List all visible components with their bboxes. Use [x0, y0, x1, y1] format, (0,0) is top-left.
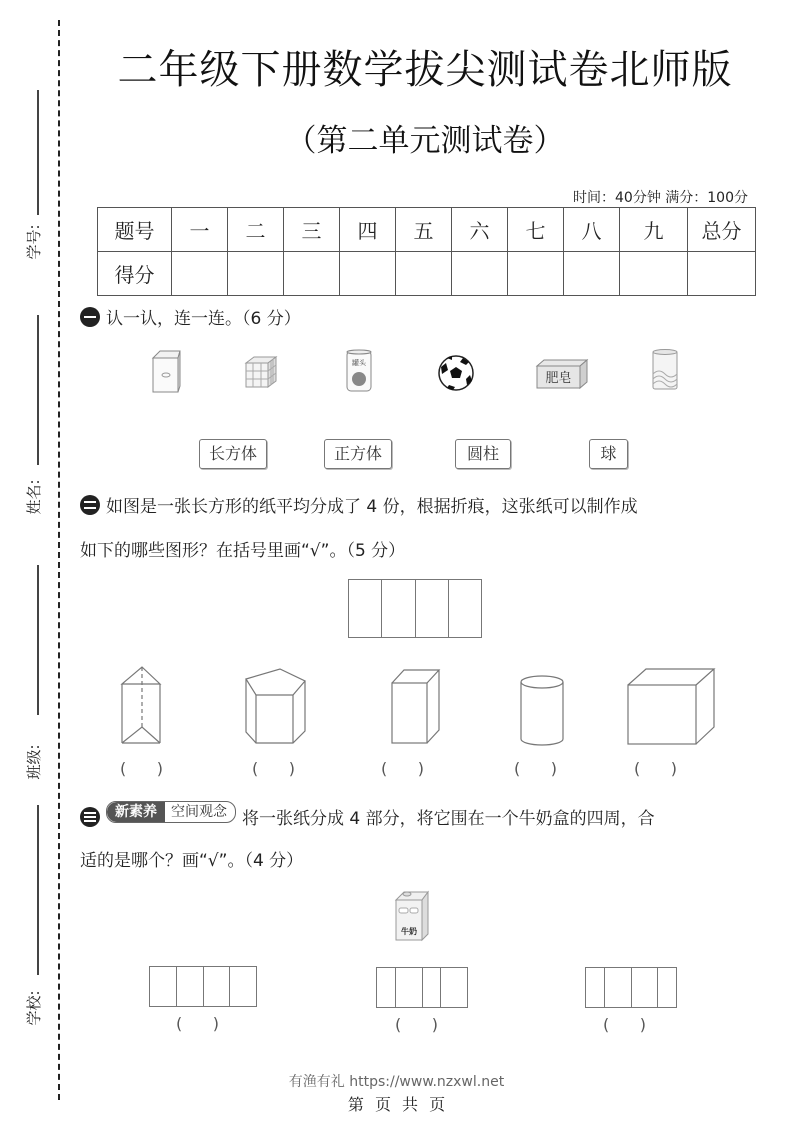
score-cell[interactable]: [228, 252, 284, 296]
class-line[interactable]: [37, 565, 39, 715]
question-2-line1: 如图是一张长方形的纸平均分成了 4 份，根据折痕，这张纸可以制作成: [106, 497, 638, 517]
col-header: 九: [620, 208, 688, 252]
score-table: [97, 207, 756, 296]
circled-one-icon: [80, 307, 100, 327]
cube-icon: [618, 660, 718, 746]
soccer-ball-icon: [437, 354, 475, 392]
tag-spatial-concept: 空间观念: [171, 804, 227, 820]
student-id-label: 学号:: [25, 224, 43, 260]
score-cell[interactable]: [340, 252, 396, 296]
score-cell-total[interactable]: [688, 252, 756, 296]
col-header: 五: [396, 208, 452, 252]
shape-label-cube[interactable]: 正方体: [324, 439, 392, 469]
paper-option-3: [585, 967, 677, 1008]
class-label: 班级:: [25, 744, 43, 780]
col-header-total: 总分: [688, 208, 756, 252]
paper-section: [416, 580, 449, 637]
col-header: 六: [452, 208, 508, 252]
footer-watermark: 有渔有礼 https://www.nzxwl.net: [288, 1074, 505, 1090]
row-header-question: 题号: [98, 208, 172, 252]
name-line[interactable]: [37, 315, 39, 465]
answer-bracket[interactable]: ( ): [514, 759, 557, 778]
question-3-line1: 将一张纸分成 4 部分，将它围在一个牛奶盒的四周，合: [242, 809, 655, 829]
answer-bracket[interactable]: ( ): [176, 1014, 219, 1033]
cuboid-icon: [382, 660, 446, 746]
answer-bracket[interactable]: ( ): [395, 1015, 438, 1034]
question-1-heading: [80, 304, 301, 329]
school-label: 学校:: [25, 990, 43, 1026]
soap-box-icon: [534, 357, 590, 391]
canned-food-icon: [344, 348, 374, 394]
col-header: 七: [508, 208, 564, 252]
paper-option-1: [149, 966, 257, 1007]
score-row: [98, 252, 756, 296]
col-header: 四: [340, 208, 396, 252]
can-label: 罐头: [352, 359, 366, 367]
cut-line: [58, 20, 60, 1100]
score-cell[interactable]: [508, 252, 564, 296]
answer-bracket[interactable]: ( ): [120, 759, 163, 778]
soap-label: 肥皂: [545, 371, 572, 386]
time-score-info: 时间：40分钟 满分：100分: [573, 190, 748, 206]
pentagonal-prism-icon: [210, 660, 310, 746]
row-header-score: 得分: [98, 252, 172, 296]
question-1-text: 认一认，连一连。（6 分）: [106, 309, 301, 329]
milk-label: 牛奶: [401, 927, 417, 936]
score-cell[interactable]: [620, 252, 688, 296]
score-cell[interactable]: [452, 252, 508, 296]
score-cell[interactable]: [564, 252, 620, 296]
literacy-tag: [106, 801, 236, 823]
tin-can-icon: [650, 348, 680, 392]
student-id-line[interactable]: [37, 90, 39, 215]
tag-new-literacy: 新素养: [107, 802, 165, 822]
milk-carton-icon: [390, 888, 434, 944]
shape-label-sphere[interactable]: 球: [589, 439, 628, 469]
rubiks-cube-icon: [243, 355, 279, 389]
col-header: 三: [284, 208, 340, 252]
paper-section: [382, 580, 415, 637]
question-2-heading: [80, 492, 638, 517]
answer-bracket[interactable]: ( ): [634, 759, 677, 778]
page-number: 第 页 共 页: [347, 1095, 446, 1114]
shape-label-cuboid[interactable]: 长方体: [199, 439, 267, 469]
triangular-prism-icon: [112, 660, 176, 746]
answer-bracket[interactable]: ( ): [603, 1015, 646, 1034]
answer-bracket[interactable]: ( ): [252, 759, 295, 778]
question-number-row: [98, 208, 756, 252]
paper-section: [349, 580, 382, 637]
page-title: 二年级下册数学拔尖测试卷北师版: [117, 47, 733, 93]
score-cell[interactable]: [396, 252, 452, 296]
question-2-line2: 如下的哪些图形？在括号里画“√”。（5 分）: [80, 541, 406, 561]
col-header: 一: [172, 208, 228, 252]
question-3-heading: [80, 801, 655, 829]
name-label: 姓名:: [25, 479, 43, 515]
col-header: 二: [228, 208, 284, 252]
answer-bracket[interactable]: ( ): [381, 759, 424, 778]
paper-option-2: [376, 967, 468, 1008]
score-cell[interactable]: [284, 252, 340, 296]
shape-label-cylinder[interactable]: 圆柱: [455, 439, 511, 469]
circled-two-icon: [80, 495, 100, 515]
tea-tin-icon: [148, 348, 184, 396]
page-subtitle: （第二单元测试卷）: [285, 123, 565, 159]
paper-section: [449, 580, 481, 637]
col-header: 八: [564, 208, 620, 252]
folded-paper-strip: [348, 579, 482, 638]
school-line[interactable]: [37, 805, 39, 975]
question-3-line2: 适的是哪个？画“√”。（4 分）: [80, 851, 304, 871]
score-cell[interactable]: [172, 252, 228, 296]
circled-three-icon: [80, 807, 100, 827]
cylinder-icon: [510, 660, 574, 746]
